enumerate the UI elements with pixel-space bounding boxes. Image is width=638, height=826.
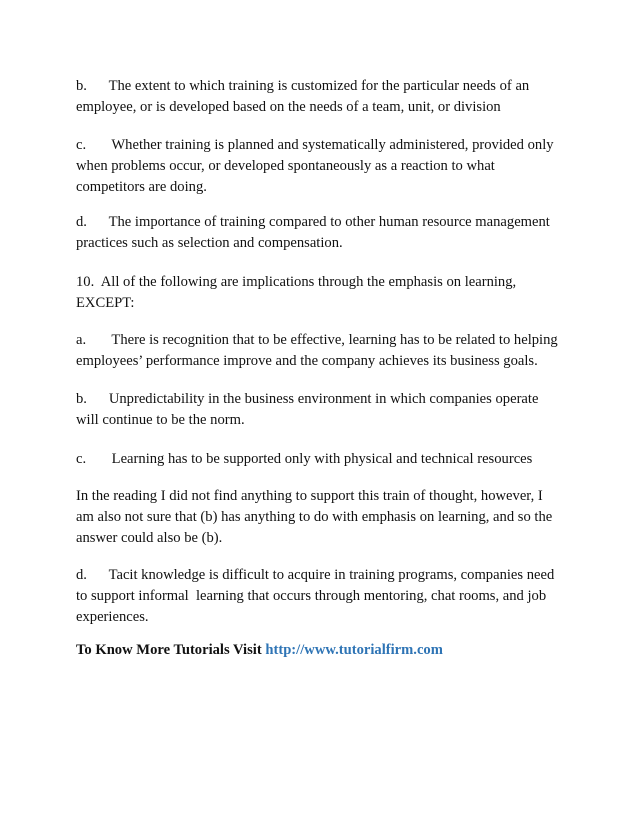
text-line: a. There is recognition that to be effective, learning has to be related to helping [76, 332, 558, 348]
text-line: 10. All of the following are implications through the emphasis on learning, [76, 274, 517, 290]
paragraph-answer-note [76, 486, 566, 549]
tutorialfirm-link[interactable]: http://www.tutorialfirm.com [265, 642, 443, 658]
paragraph-option-b-customized [76, 76, 566, 118]
text-line: c. Whether training is planned and systematically administered, provided only [76, 137, 554, 153]
text-line: c. Learning has to be supported only with physical and technical resources [76, 451, 533, 467]
text-line: d. The importance of training compared to other human resource management [76, 214, 550, 230]
text-line: employees’ performance improve and the company achieves its business goals. [76, 353, 538, 369]
footer-prefix: To Know More Tutorials Visit [76, 642, 266, 658]
text-line: employee, or is developed based on the needs of a team, unit, or division [76, 99, 501, 115]
text-line: d. Tacit knowledge is difficult to acquire in training programs, companies need [76, 567, 555, 583]
text-line: EXCEPT: [76, 295, 135, 311]
text-line: am also not sure that (b) has anything to do with emphasis on learning, and so the [76, 509, 553, 525]
text-line: practices such as selection and compensation. [76, 235, 343, 251]
text-line: In the reading I did not find anything to support this train of thought, however, I [76, 488, 543, 504]
paragraph-question-10 [76, 272, 566, 314]
text-line: b. The extent to which training is customized for the particular needs of an [76, 78, 530, 94]
paragraph-option-c-planned [76, 135, 566, 198]
text-line: experiences. [76, 609, 149, 625]
text-line: answer could also be (b). [76, 530, 223, 546]
paragraph-option-d-tacit [76, 565, 566, 628]
paragraph-option-a-recognition [76, 330, 566, 372]
footer-tutorials-line [76, 640, 566, 661]
text-line: to support informal learning that occurs through mentoring, chat rooms, and job [76, 588, 547, 604]
paragraph-option-b-unpredictability [76, 389, 566, 431]
paragraph-option-d-importance [76, 212, 566, 254]
text-line: when problems occur, or developed spontaneously as a reaction to what [76, 158, 495, 174]
text-line: will continue to be the norm. [76, 412, 245, 428]
paragraph-option-c-learning-supported [76, 449, 566, 470]
text-line: b. Unpredictability in the business environment in which companies operate [76, 391, 539, 407]
text-line: competitors are doing. [76, 179, 207, 195]
